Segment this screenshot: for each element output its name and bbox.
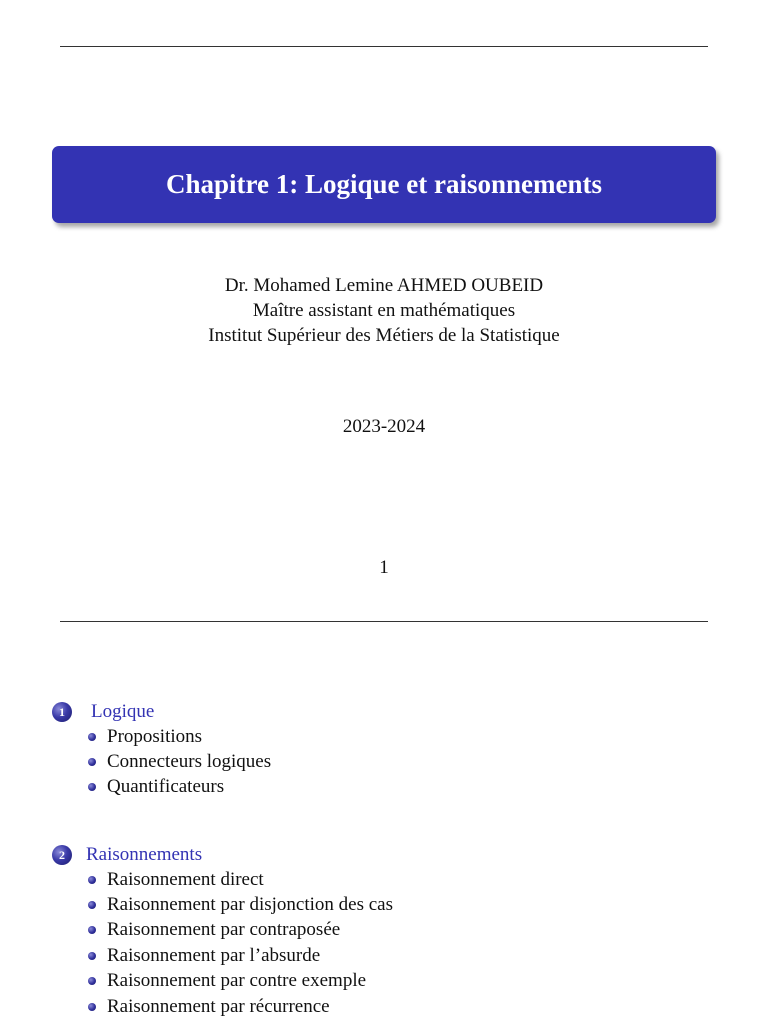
outline-item[interactable]: Raisonnement par disjonction des cas: [88, 892, 393, 917]
section-number-badge: 2: [52, 845, 72, 865]
outline-item[interactable]: Raisonnement par contraposée: [88, 918, 393, 943]
section-title[interactable]: Raisonnements: [86, 844, 203, 865]
page-number: 1: [379, 557, 389, 578]
bullet-icon: [88, 733, 96, 741]
author-block: [0, 273, 768, 348]
section-number-badge: 1: [52, 702, 72, 722]
outline-item[interactable]: Quantificateurs: [88, 775, 271, 800]
bullet-icon: [88, 876, 96, 884]
title-banner: [52, 146, 716, 223]
bullet-icon: [88, 758, 96, 766]
outline-item[interactable]: Raisonnement par l’absurde: [88, 943, 393, 968]
top-divider: [60, 46, 708, 47]
bullet-icon: [88, 977, 96, 985]
bullet-icon: [88, 926, 96, 934]
bullet-icon: [88, 952, 96, 960]
slide-date: 2023-2024: [342, 416, 426, 437]
page-divider: [60, 621, 708, 622]
section-title[interactable]: Logique: [91, 701, 155, 722]
outline-section-logique: [52, 700, 271, 800]
outline-item[interactable]: Raisonnement par récurrence: [88, 994, 393, 1019]
slide-title: Chapitre 1: Logique et raisonnements: [166, 169, 602, 199]
outline-section-raisonnements: [52, 843, 393, 1019]
author-name: Dr. Mohamed Lemine AHMED OUBEID: [224, 275, 544, 296]
outline-item[interactable]: Raisonnement par contre exemple: [88, 969, 393, 994]
outline-item[interactable]: Propositions: [88, 724, 271, 749]
outline-item[interactable]: Raisonnement direct: [88, 867, 393, 892]
bullet-icon: [88, 1003, 96, 1011]
author-institute: Institut Supérieur des Métiers de la Statistique: [208, 325, 560, 346]
bullet-icon: [88, 901, 96, 909]
author-position: Maître assistant en mathématiques: [252, 300, 516, 321]
outline-item[interactable]: Connecteurs logiques: [88, 749, 271, 774]
bullet-icon: [88, 783, 96, 791]
